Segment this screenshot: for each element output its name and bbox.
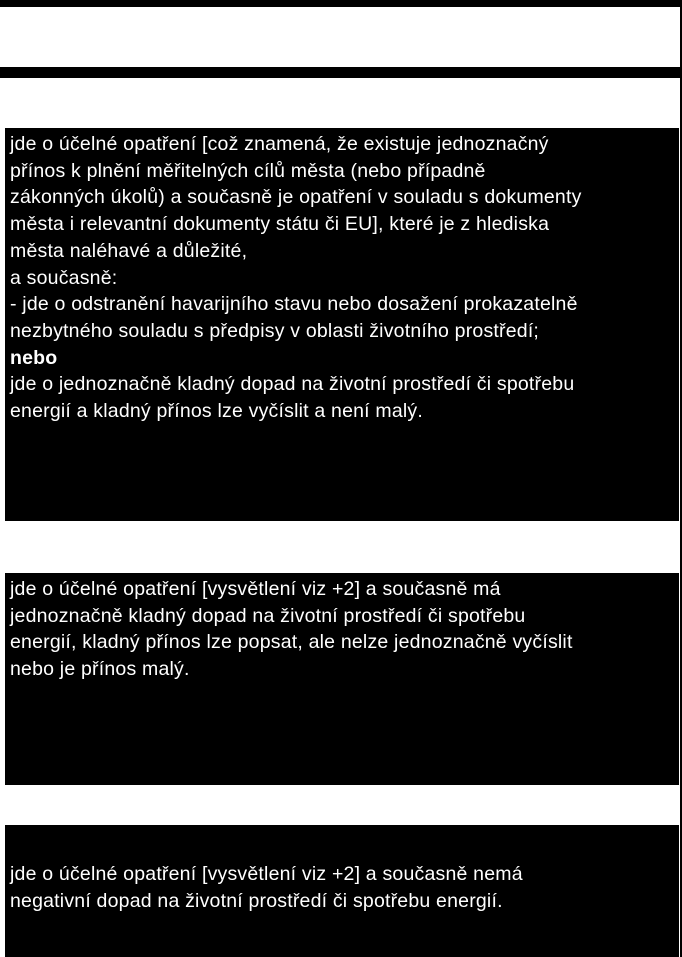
criteria-cell-2 bbox=[3, 573, 679, 785]
conjunction-or: nebo bbox=[10, 346, 58, 369]
text-line: energií a kladný přínos lze vyčíslit a není malý. bbox=[10, 400, 423, 423]
text-line: a současně: bbox=[10, 266, 118, 289]
text-line: nebo je přínos malý. bbox=[10, 658, 190, 681]
text-line: jde o účelné opatření [vysvětlení viz +2] a současně nemá bbox=[10, 863, 523, 885]
text-line: jde o účelné opatření [což znamená, že existuje jednoznačný bbox=[10, 133, 549, 155]
text-line: jednoznačně kladný dopad na životní prostředí či spotřebu bbox=[10, 604, 526, 627]
top-rule bbox=[0, 0, 682, 7]
text-line: negativní dopad na životní prostředí či spotřebu energií. bbox=[10, 889, 503, 912]
text-line: města i relevantní dokumenty státu či EU], které je z hlediska bbox=[10, 213, 550, 236]
text-line: města naléhavé a důležité, bbox=[10, 239, 248, 262]
criteria-cell-3 bbox=[3, 825, 679, 957]
text-line: jde o účelné opatření [vysvětlení viz +2] a současně má bbox=[10, 578, 501, 600]
header-rule bbox=[0, 67, 682, 78]
text-line: jde o jednoznačně kladný dopad na životní prostředí či spotřebu bbox=[10, 373, 575, 396]
text-line: energií, kladný přínos lze popsat, ale nelze jednoznačně vyčíslit bbox=[10, 631, 573, 654]
criteria-cell-1 bbox=[3, 128, 679, 521]
text-line: - jde o odstranění havarijního stavu nebo dosažení prokazatelně bbox=[10, 293, 578, 316]
text-line: zákonných úkolů) a současně je opatření v souladu s dokumenty bbox=[10, 186, 582, 209]
text-line: nezbytného souladu s předpisy v oblasti životního prostředí; bbox=[10, 319, 540, 342]
text-line: přínos k plnění měřitelných cílů města (nebo případně bbox=[10, 159, 486, 182]
